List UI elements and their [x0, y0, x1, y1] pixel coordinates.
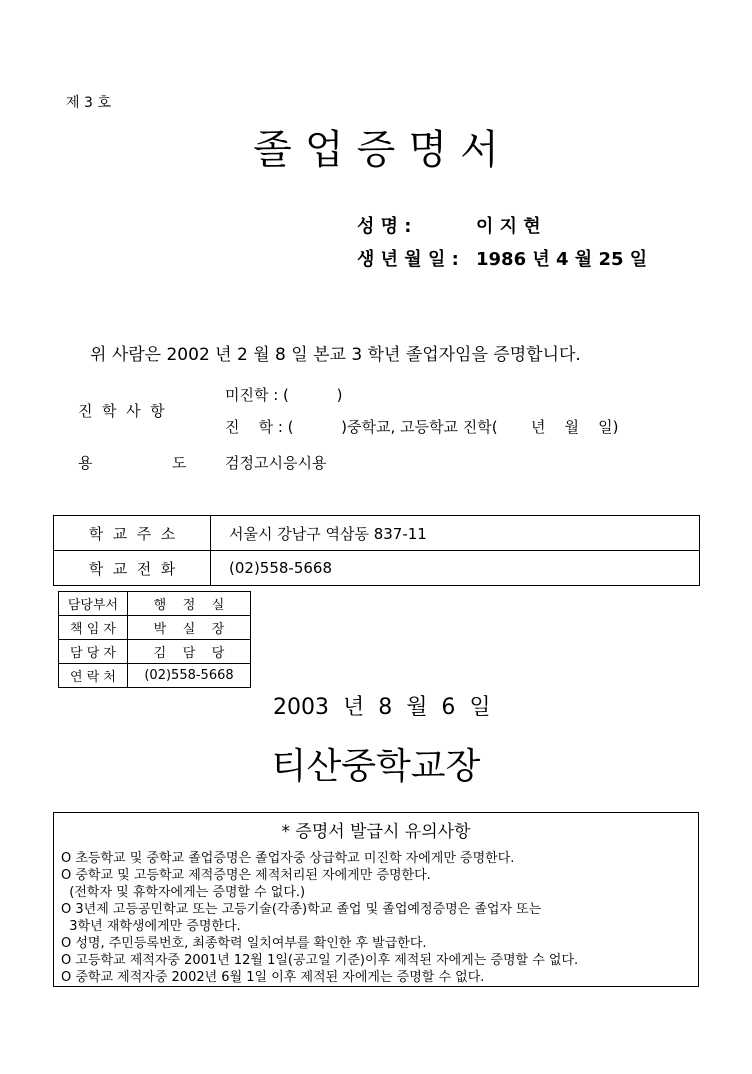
- staff-row-manager: [59, 616, 251, 640]
- notice-line: O 성명, 주민등록번호, 최종학력 일치여부를 확인한 후 발급한다.: [61, 936, 427, 951]
- school-address-value: 서울시 강남구 역삼동 837-11: [211, 516, 700, 551]
- advancement-label: 진 학 사 항: [78, 402, 165, 420]
- notice-line: O 초등학교 및 중학교 졸업증명은 졸업자중 상급학교 미진학 자에게만 증명한다.: [61, 851, 515, 866]
- issuance-notice-box: [53, 812, 699, 987]
- staff-row-officer: [59, 640, 251, 664]
- school-address-label: 학 교 주 소: [54, 516, 211, 551]
- school-phone-row: [54, 551, 700, 586]
- birth-date-value: 1986 년 4 월 25 일: [476, 249, 648, 270]
- staff-row-contact: [59, 664, 251, 688]
- notice-line: O 중학교 및 고등학교 제적증명은 제적처리된 자에게만 증명한다.: [61, 868, 431, 883]
- document-number: 제 3 호: [66, 95, 111, 111]
- staff-department-value: 행 정 실: [128, 592, 251, 616]
- not-advanced-line: 미진학 : ( ): [225, 386, 343, 404]
- document-title: 졸 업 증 명 서: [253, 127, 499, 173]
- staff-table: [58, 591, 251, 688]
- notice-line: (전학자 및 휴학자에게는 증명할 수 없다.): [61, 885, 306, 900]
- staff-officer-label: 담 당 자: [59, 640, 128, 664]
- school-info-table: [53, 515, 700, 586]
- school-address-row: [54, 516, 700, 551]
- issue-date: 2003 년 8 월 6 일: [273, 695, 491, 720]
- staff-department-label: 담당부서: [59, 592, 128, 616]
- staff-manager-value: 박 실 장: [128, 616, 251, 640]
- notice-line: O 3년제 고등공민학교 또는 고등기술(각종)학교 졸업 및 졸업예정증명은 졸업자 또는: [61, 902, 542, 917]
- staff-manager-label: 책 임 자: [59, 616, 128, 640]
- principal-title: 티산중학교장: [271, 746, 481, 787]
- notice-title: * 증명서 발급시 유의사항: [281, 822, 471, 842]
- notice-line: O 고등학교 제적자중 2001년 12월 1일(공고일 기준)이후 제적된 자에게는 증명할 수 없다.: [61, 953, 579, 968]
- staff-officer-value: 김 담 당: [128, 640, 251, 664]
- name-value: 이 지 현: [476, 216, 541, 237]
- school-phone-value: (02)558-5668: [211, 551, 700, 586]
- notice-line: 3학년 재학생에게만 증명한다.: [61, 919, 241, 934]
- school-phone-label: 학 교 전 화: [54, 551, 211, 586]
- staff-contact-value: (02)558-5668: [128, 664, 251, 688]
- staff-row-department: [59, 592, 251, 616]
- staff-contact-label: 연 락 처: [59, 664, 128, 688]
- purpose-value: 검정고시응시용: [225, 454, 327, 472]
- advanced-line: 진 학 : ( )중학교, 고등학교 진학( 년 월 일): [225, 418, 619, 436]
- notice-line: O 중학교 제적자중 2002년 6월 1일 이후 제적된 자에게는 증명할 수 없다.: [61, 970, 485, 985]
- name-label: 성 명 :: [357, 216, 412, 237]
- purpose-label-first: 용: [78, 454, 93, 472]
- purpose-label-second: 도: [172, 454, 187, 472]
- certification-statement: 위 사람은 2002 년 2 월 8 일 본교 3 학년 졸업자임을 증명합니다.: [90, 345, 581, 365]
- birth-date-label: 생 년 월 일 :: [357, 249, 459, 270]
